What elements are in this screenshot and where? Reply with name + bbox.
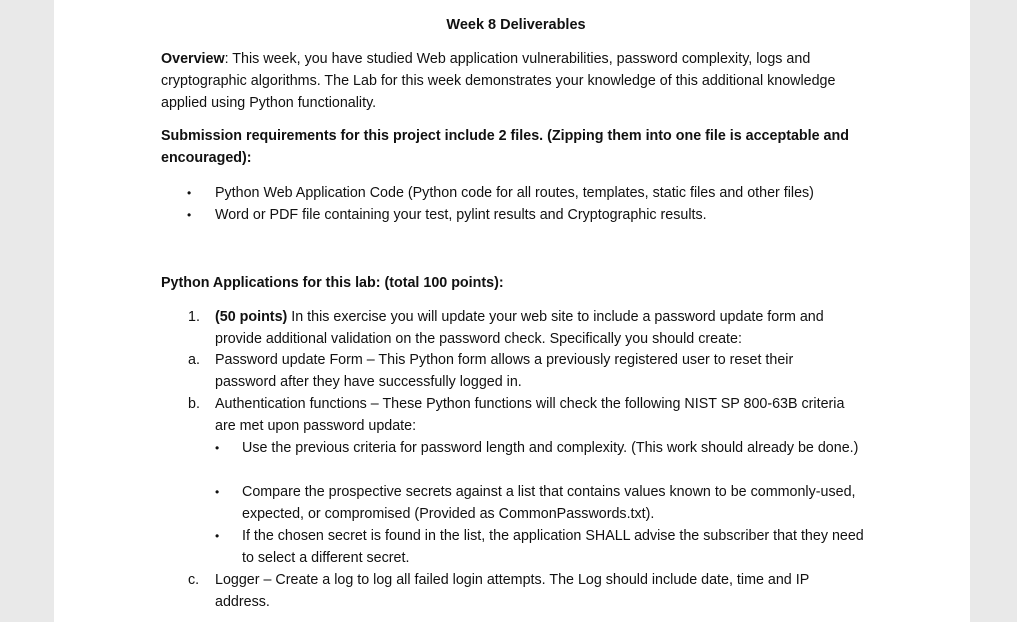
applications-heading: Python Applications for this lab: (total 100 points): — [161, 275, 504, 291]
subtask-text: Authentication functions – These Python functions will check the following NIST SP 800-63B criteria are met upon password update: — [215, 396, 845, 434]
document-title: Week 8 Deliverables — [446, 17, 586, 33]
submission-item-text: Python Web Application Code (Python code for all routes, templates, static files and other files) — [215, 185, 814, 201]
document-page — [54, 0, 970, 622]
subtask-marker: a. — [188, 352, 200, 368]
bullet-icon: • — [215, 441, 220, 455]
criteria-text: Use the previous criteria for password length and complexity. (This work should already be done.) — [242, 440, 859, 456]
task-text — [215, 306, 865, 350]
criteria-text: If the chosen secret is found in the list, the application SHALL advise the subscriber that they need to select a different secret. — [242, 528, 864, 566]
submission-item-text: Word or PDF file containing your test, pylint results and Cryptographic results. — [215, 207, 707, 223]
subtask-marker: b. — [188, 396, 200, 412]
overview-paragraph — [161, 48, 871, 114]
bullet-icon: • — [187, 208, 192, 222]
task-points: (50 points) — [215, 309, 288, 325]
overview-text: : This week, you have studied Web application vulnerabilities, password complexity, logs and cryptographic algorithms. The Lab for this week demonstrates your knowledge of this additional knowledge applied using Python functionality. — [161, 51, 836, 111]
task-description: In this exercise you will update your web site to include a password update form and provide additional validation on the password check. Specifically you should create: — [215, 309, 824, 347]
overview-label: Overview — [161, 51, 225, 67]
criteria-text: Compare the prospective secrets against a list that contains values known to be commonly-used, expected, or compromised (Provided as CommonPasswords.txt). — [242, 484, 856, 522]
subtask-marker: c. — [188, 572, 200, 588]
task-number: 1. — [188, 309, 200, 325]
subtask-text: Logger – Create a log to log all failed login attempts. The Log should include date, time and IP address. — [215, 572, 809, 610]
subtask-text: Password update Form – This Python form allows a previously registered user to reset their password after they have successfully logged in. — [215, 352, 794, 390]
submission-heading: Submission requirements for this project include 2 files. (Zipping them into one file is acceptable and encouraged): — [161, 128, 849, 166]
bullet-icon: • — [215, 529, 220, 543]
bullet-icon: • — [215, 485, 220, 499]
bullet-icon: • — [187, 186, 192, 200]
